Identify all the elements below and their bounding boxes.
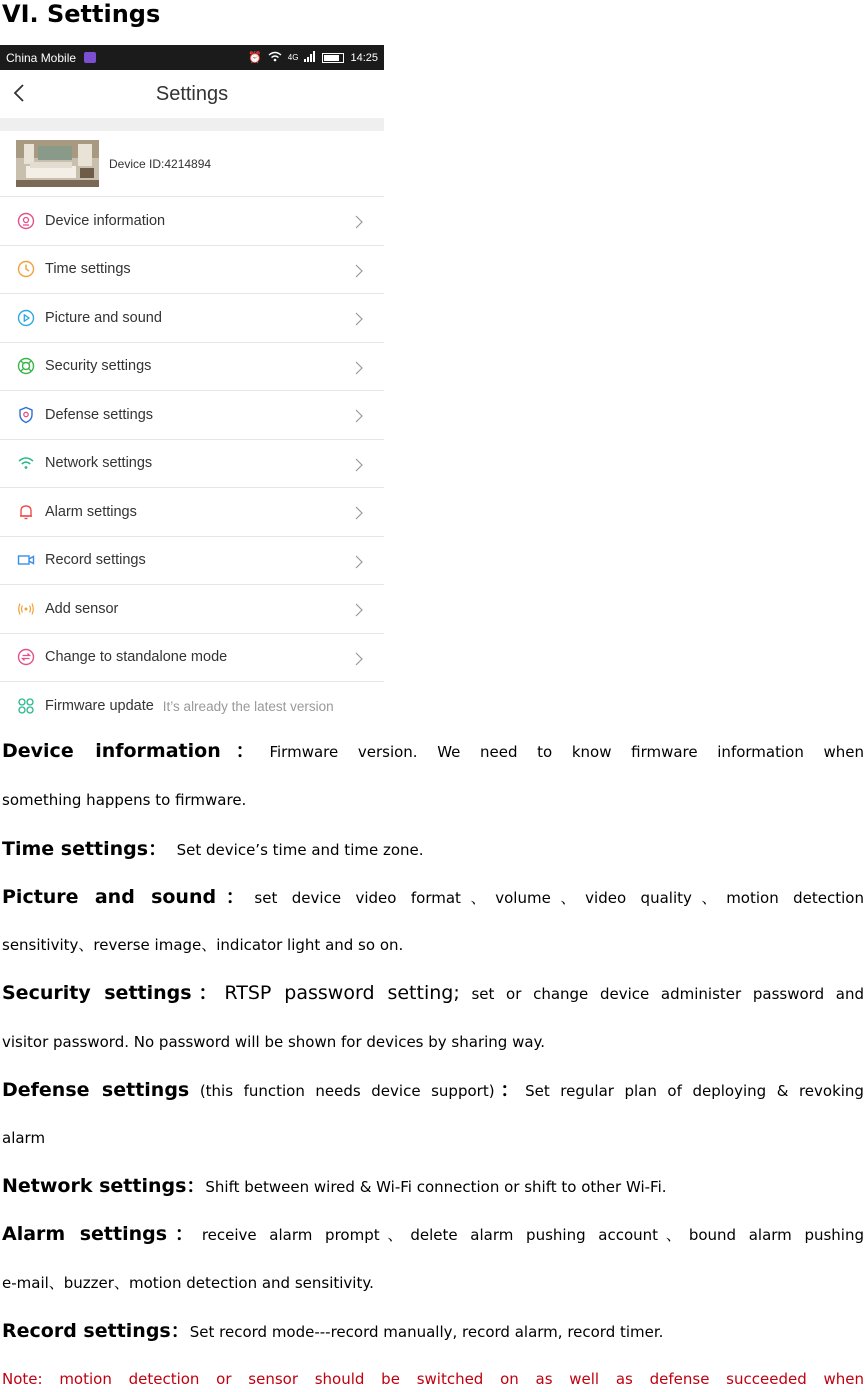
sensor-icon (16, 599, 36, 619)
network-text: Shift between wired & Wi-Fi connection or shift to other Wi-Fi. (205, 1178, 667, 1196)
time-settings-text: Set device’s time and time zone. (176, 841, 424, 859)
picture-sound-text: set device video format、volume、video quality、motion detection (254, 889, 864, 907)
network-type: 4G (287, 53, 299, 62)
wifi-status-icon (268, 51, 282, 65)
menu-item-security-settings[interactable] (0, 343, 384, 392)
settings-menu (0, 197, 384, 722)
menu-item-time-settings[interactable] (0, 246, 384, 295)
defense-line2: alarm (2, 1129, 46, 1147)
defense-colon: ： (494, 1079, 526, 1101)
firmware-icon (16, 696, 36, 716)
alarm-line2: e-mail、buzzer、motion detection and sensitivity. (2, 1274, 374, 1292)
chevron-right-icon (354, 602, 364, 616)
chevron-right-icon (354, 214, 364, 228)
menu-label: Device information (45, 212, 166, 229)
bell-icon (16, 502, 36, 522)
wifi-icon (16, 453, 36, 473)
alarm-clock-icon: ⏰ (248, 52, 262, 64)
status-time: 14:25 (350, 51, 378, 64)
network-heading: Network settings： (2, 1175, 206, 1197)
menu-item-add-sensor[interactable] (0, 585, 384, 634)
lifebuoy-icon (16, 356, 36, 376)
rtsp-text: RTSP password setting; (224, 982, 460, 1004)
signal-icon (304, 51, 316, 65)
security-line2: visitor password. No password will be shown for devices by sharing way. (2, 1033, 546, 1051)
chevron-right-icon (354, 408, 364, 422)
section-divider (0, 118, 384, 131)
record-heading: Record settings： (2, 1320, 190, 1342)
security-text: set or change device administer password and (471, 985, 864, 1003)
page-title: Settings (155, 82, 229, 105)
security-heading: Security settings： (2, 982, 225, 1004)
device-info-icon (16, 211, 36, 231)
device-information-line2: something happens to firmware. (2, 791, 247, 809)
alarm-text: receive alarm prompt、delete alarm pushing account、bound alarm pushing (201, 1226, 864, 1244)
battery-icon (322, 53, 344, 63)
chevron-right-icon (354, 263, 364, 277)
picture-sound-heading: Picture and sound： (2, 886, 255, 908)
defense-text: Set regular plan of deploying & revoking (525, 1082, 864, 1100)
menu-item-network-settings[interactable] (0, 440, 384, 489)
firmware-status: It’s already the latest version (162, 698, 334, 714)
defense-line1 (2, 1066, 864, 1116)
device-information-heading: Device information： (2, 740, 270, 762)
menu-label: Time settings (45, 261, 131, 278)
chevron-right-icon (354, 457, 364, 471)
menu-label: Network settings (45, 455, 153, 472)
back-arrow-icon[interactable] (10, 82, 30, 104)
picture-sound-line1 (2, 873, 864, 923)
device-information-text: Firmware version. We need to know firmware information when (269, 743, 864, 761)
video-icon (16, 550, 36, 570)
play-icon (16, 308, 36, 328)
picture-sound-line2: sensitivity、reverse image、indicator light and so on. (2, 936, 404, 954)
status-bar (0, 45, 384, 70)
menu-item-firmware-update[interactable] (0, 682, 384, 722)
record-text: Set record mode---record manually, record alarm, record timer. (189, 1323, 664, 1341)
device-information-line1 (2, 727, 864, 777)
menu-label: Defense settings (45, 406, 154, 423)
chevron-right-icon (354, 651, 364, 665)
menu-item-alarm-settings[interactable] (0, 488, 384, 537)
defense-note: (this function needs device support) (199, 1082, 495, 1100)
menu-label: Firmware update (45, 698, 154, 715)
menu-label: Security settings (45, 358, 152, 375)
alarm-line1 (2, 1210, 864, 1260)
alarm-heading: Alarm settings： (2, 1223, 202, 1245)
menu-label: Alarm settings (45, 503, 137, 520)
menu-item-picture-and-sound[interactable] (0, 294, 384, 343)
security-line1 (2, 969, 864, 1019)
chevron-right-icon (354, 311, 364, 325)
menu-item-device-information[interactable] (0, 197, 384, 246)
menu-label: Picture and sound (45, 309, 162, 326)
shield-icon (16, 405, 36, 425)
note-line: Note: motion detection or sensor should be switched on as well as defense succeeded when (2, 1370, 864, 1388)
network-paragraph (2, 1162, 864, 1212)
menu-label: Add sensor (45, 600, 119, 617)
menu-item-defense-settings[interactable] (0, 391, 384, 440)
menu-item-standalone-mode[interactable] (0, 634, 384, 683)
record-paragraph (2, 1307, 864, 1357)
section-title: VI. Settings (2, 0, 161, 28)
device-row[interactable] (0, 131, 384, 197)
device-thumbnail (16, 140, 99, 187)
menu-item-record-settings[interactable] (0, 537, 384, 586)
device-id: Device ID:4214894 (109, 156, 212, 171)
chevron-right-icon (354, 554, 364, 568)
menu-label: Record settings (45, 552, 146, 569)
menu-label: Change to standalone mode (45, 649, 228, 666)
phone-screenshot (0, 45, 384, 722)
switch-icon (16, 647, 36, 667)
time-settings-heading: Time settings： (2, 838, 168, 860)
chevron-right-icon (354, 505, 364, 519)
chevron-right-icon (354, 360, 364, 374)
clock-icon (16, 259, 36, 279)
carrier-name: China Mobile (6, 50, 77, 65)
time-settings-paragraph (2, 825, 864, 875)
app-notification-icon (84, 52, 96, 63)
defense-heading: Defense settings (2, 1079, 190, 1101)
nav-bar (0, 70, 384, 118)
